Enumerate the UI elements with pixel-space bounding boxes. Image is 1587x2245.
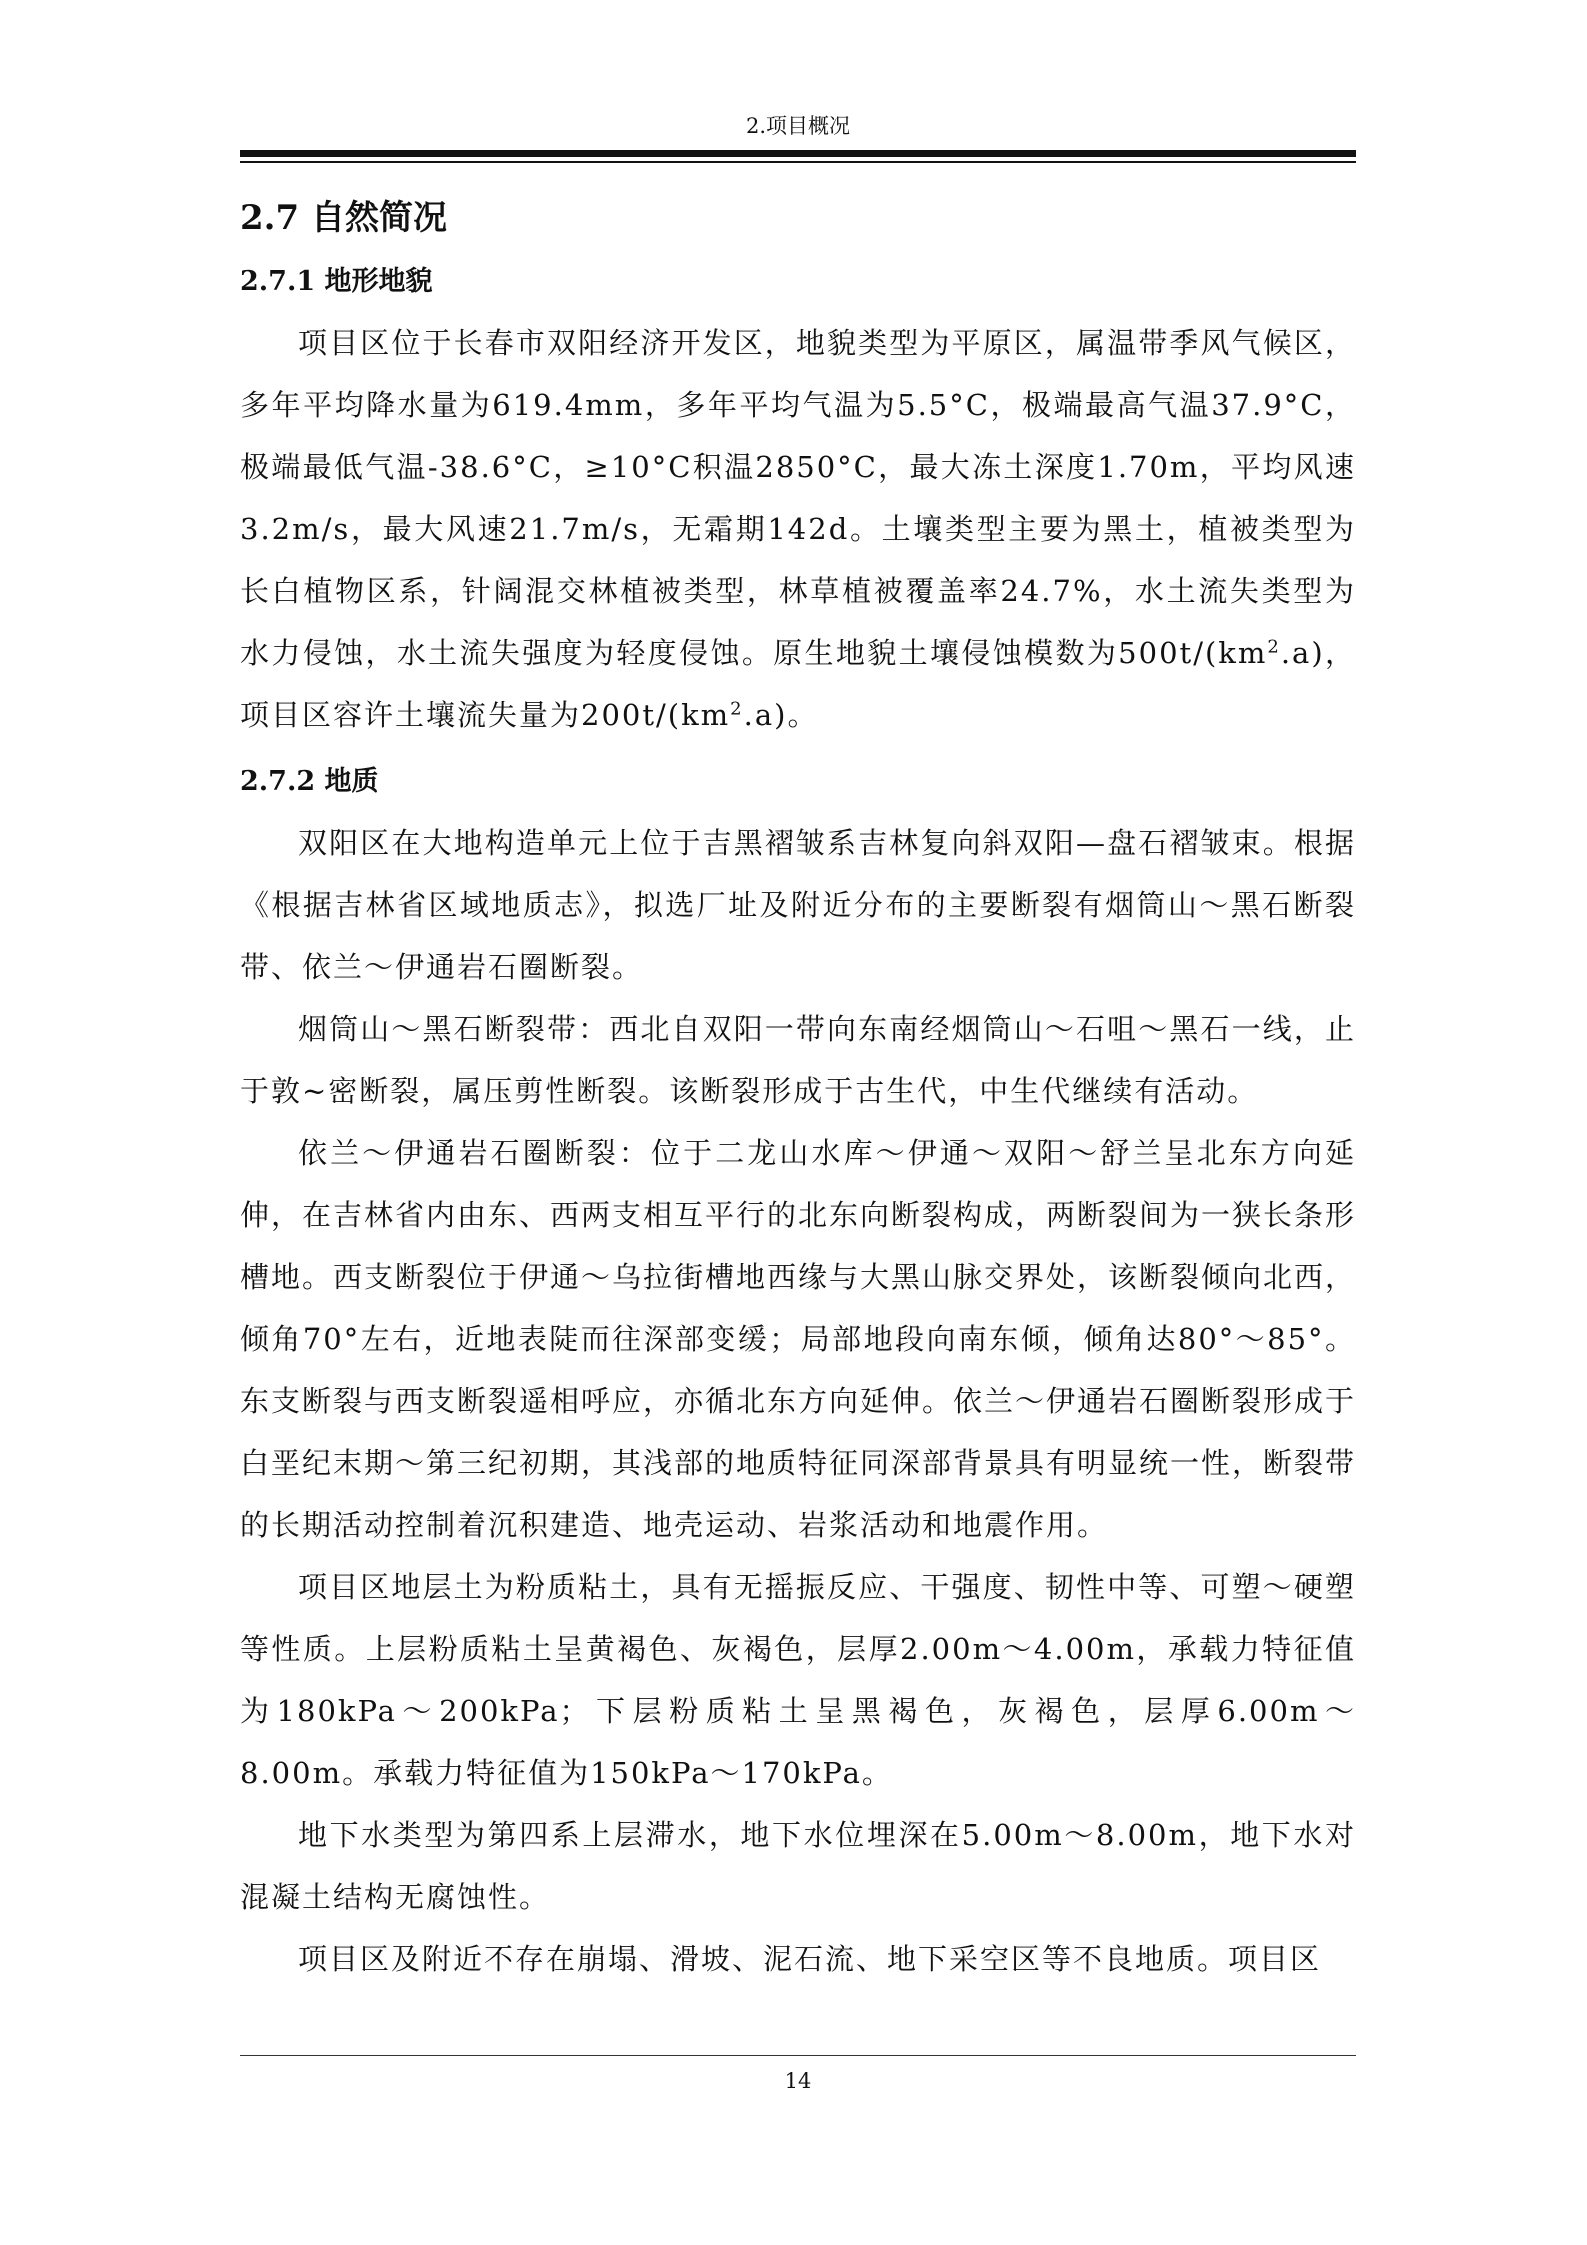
footer-rule [240,2055,1356,2056]
text-run: .a)。 [743,698,819,732]
paragraph-geology-strata: 项目区地层土为粉质粘土，具有无摇振反应、干强度、韧性中等、可塑～硬塑等性质。上层粉质粘土呈黄褐色、灰褐色，层厚2.00m～4.00m，承载力特征值为180kPa～200kPa；下层粉质粘土呈黑褐色，灰褐色，层厚6.00m～8.00m。承载力特征值为150kPa～170kPa。 [240,1570,1356,1790]
superscript: 2 [1267,636,1281,658]
paragraph-geology-tectonic: 双阳区在大地构造单元上位于吉黑褶皱系吉林复向斜双阳—盘石褶皱束。根据《根据吉林省区域地质志》，拟选厂址及附近分布的主要断裂有烟筒山～黑石断裂带、依兰～伊通岩石圈断裂。 [240,826,1356,984]
text-run: 项目区位于长春市双阳经济开发区，地貌类型为平原区，属温带季风气候区，多年平均降水量为619.4mm，多年平均气温为5.5°C，极端最高气温37.9°C，极端最低气温-38.6°C，≥10°C积温2850°C，最大冻土深度1.70m，平均风速3.2m/s，最大风速21.7m/s，无霜期142d。土壤类型主要为黑土，植被类型为长白植物区系，针阔混交林植被类型，林草植被覆盖率24.7%，水土流失类型为水力侵蚀，水土流失强度为轻度侵蚀。原生地貌土壤侵蚀模数为500t/(km [240,326,1356,670]
paragraph-geology-hazards: 项目区及附近不存在崩塌、滑坡、泥石流、地下采空区等不良地质。项目区 [298,1942,1322,1976]
paragraph-geology-fault-yantongshan: 烟筒山～黑石断裂带：西北自双阳一带向东南经烟筒山～石咀～黑石一线，止于敦~密断裂，属压剪性断裂。该断裂形成于古生代，中生代继续有活动。 [240,1012,1356,1108]
running-header: 2.项目概况 [745,114,851,138]
paragraph-terrain [240,312,1356,746]
subsection-title-geology: 2.7.2 地质 [240,766,379,797]
paragraph-geology-fault-yilan: 依兰～伊通岩石圈断裂：位于二龙山水库～伊通～双阳～舒兰呈北东方向延伸，在吉林省内由东、西两支相互平行的北东向断裂构成，两断裂间为一狭长条形槽地。西支断裂位于伊通～乌拉街槽地西缘与大黑山脉交界处，该断裂倾向北西，倾角70°左右，近地表陡而往深部变缓；局部地段向南东倾，倾角达80°～85°。东支断裂与西支断裂遥相呼应，亦循北东方向延伸。依兰～伊通岩石圈断裂形成于白垩纪末期～第三纪初期，其浅部的地质特征同深部背景具有明显统一性，断裂带的长期活动控制着沉积建造、地壳运动、岩浆活动和地震作用。 [240,1136,1357,1542]
page-body [240,190,1356,1990]
page-number: 14 [784,2069,812,2093]
superscript: 2 [730,698,744,720]
subsection-title-terrain: 2.7.1 地形地貌 [240,266,433,297]
section-title: 2.7 自然简况 [240,198,447,238]
header-rule-thin [240,161,1356,163]
text-run: .a)，项目区容许土壤流失量为200t/(km [240,636,1356,732]
header-rule-thick [240,150,1356,157]
paragraph-geology-groundwater: 地下水类型为第四系上层滞水，地下水位埋深在5.00m～8.00m，地下水对混凝土结构无腐蚀性。 [240,1818,1356,1914]
